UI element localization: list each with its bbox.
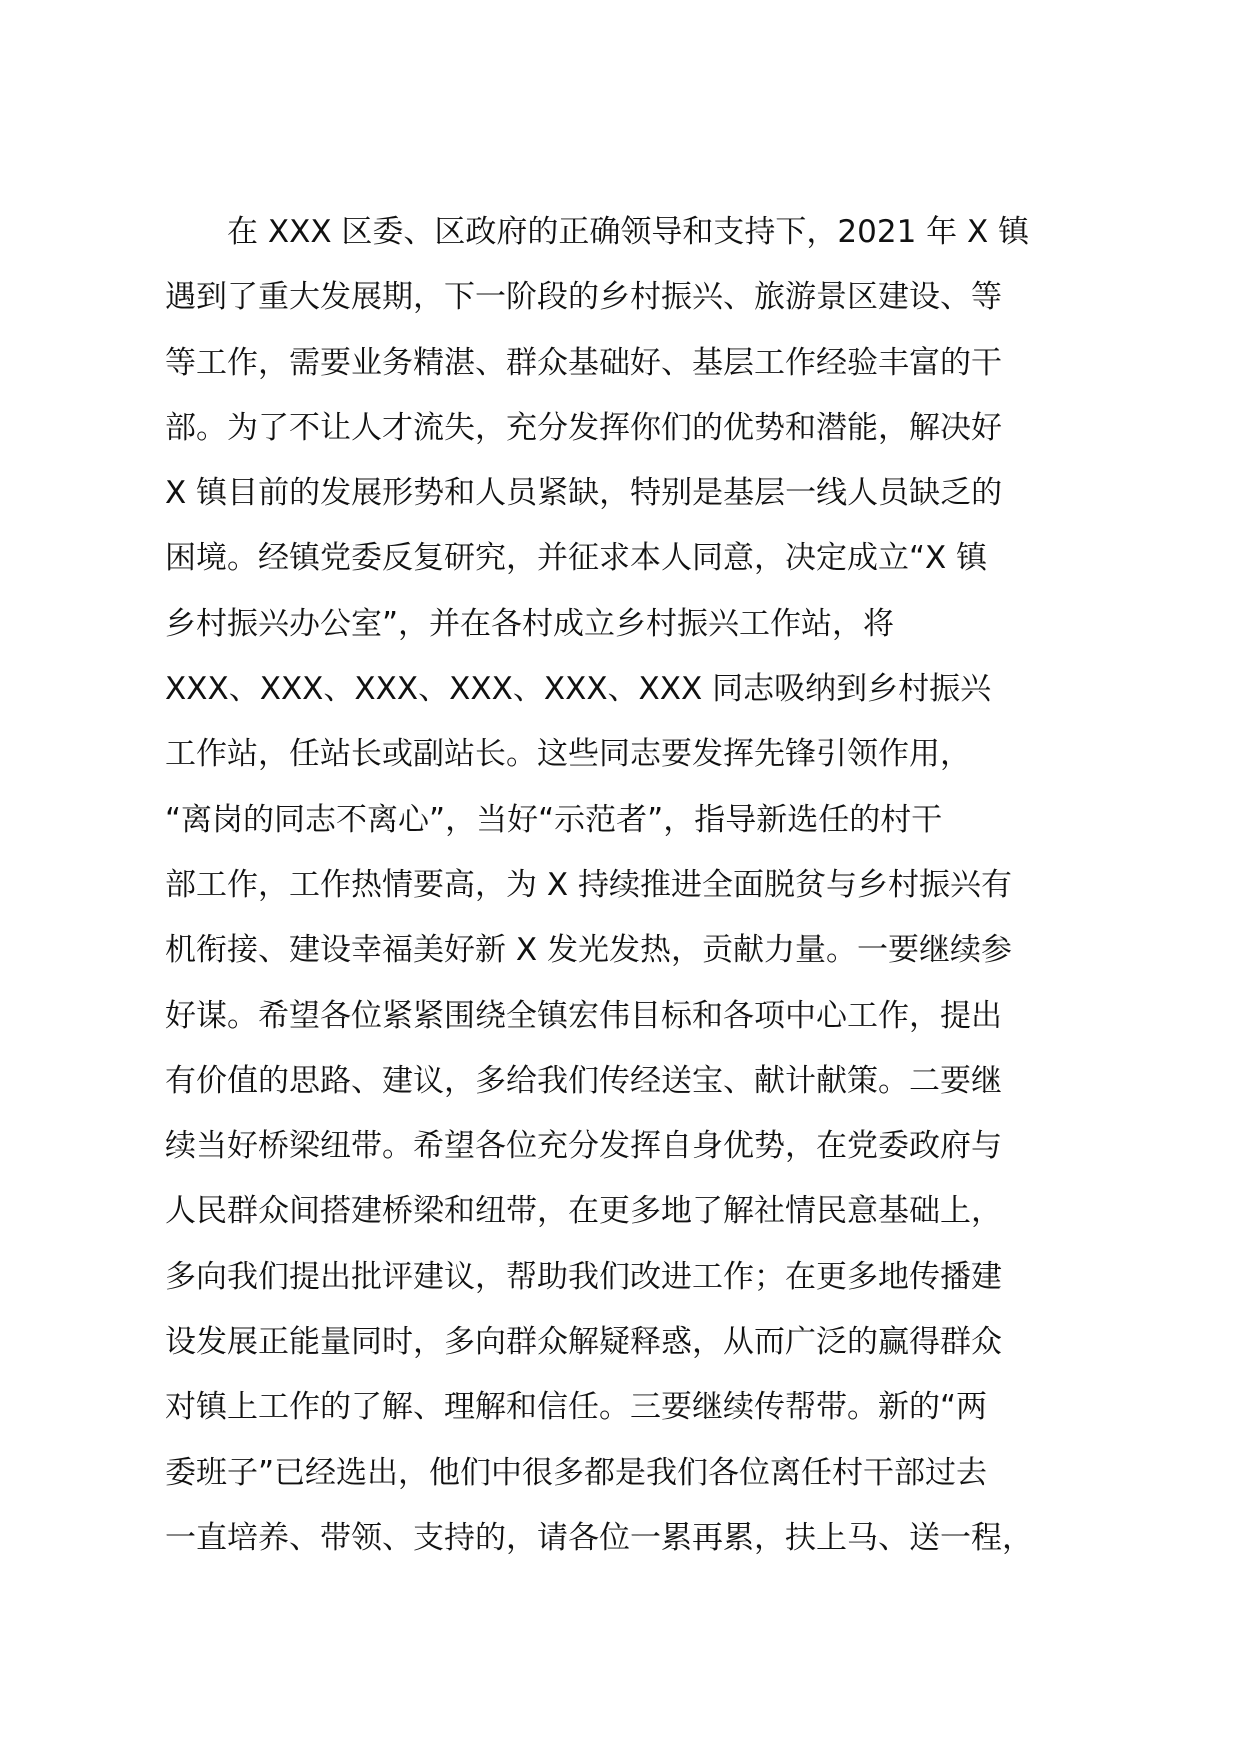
text-line: 续当好桥梁纽带。希望各位充分发挥自身优势，在党委政府与 bbox=[165, 1128, 1002, 1165]
text-line: 委班子”已经选出，他们中很多都是我们各位离任村干部过去 bbox=[165, 1454, 988, 1491]
body-paragraph bbox=[165, 200, 1095, 1571]
text-line: 乡村振兴办公室”，并在各村成立乡村振兴工作站，将 bbox=[165, 605, 895, 642]
text-line: 遇到了重大发展期，下一阶段的乡村振兴、旅游景区建设、等 bbox=[165, 279, 1002, 316]
text-line: 人民群众间搭建桥梁和纽带，在更多地了解社情民意基础上， bbox=[165, 1193, 1002, 1230]
text-line: 一直培养、带领、支持的，请各位一累再累，扶上马、送一程， bbox=[165, 1519, 1033, 1556]
text-line: 设发展正能量同时，多向群众解疑释惑，从而广泛的赢得群众 bbox=[165, 1324, 1002, 1361]
text-line: 多向我们提出批评建议，帮助我们改进工作；在更多地传播建 bbox=[165, 1258, 1002, 1295]
text-line: 机衔接、建设幸福美好新 X 发光发热，贡献力量。一要继续参 bbox=[165, 932, 1012, 969]
text-line: 工作站，任站长或副站长。这些同志要发挥先锋引领作用， bbox=[165, 736, 971, 773]
text-line: XXX、XXX、XXX、XXX、XXX、XXX 同志吸纳到乡村振兴 bbox=[165, 671, 992, 708]
text-line: 在 XXX 区委、区政府的正确领导和支持下，2021 年 X 镇 bbox=[165, 214, 1030, 250]
text-line: 好谋。希望各位紧紧围绕全镇宏伟目标和各项中心工作，提出 bbox=[165, 997, 1002, 1034]
text-line: 部工作，工作热情要高，为 X 持续推进全面脱贫与乡村振兴有 bbox=[165, 866, 1012, 903]
text-line: 有价值的思路、建议，多给我们传经送宝、献计献策。二要继 bbox=[165, 1062, 1002, 1099]
text-line: “离岗的同志不离心”，当好“示范者”，指导新选任的村干 bbox=[165, 801, 943, 838]
text-line: 等工作，需要业务精湛、群众基础好、基层工作经验丰富的干 bbox=[165, 344, 1002, 381]
text-line: 部。为了不让人才流失，充分发挥你们的优势和潜能，解决好 bbox=[165, 409, 1002, 446]
text-line: 困境。经镇党委反复研究，并征求本人同意，决定成立“X 镇 bbox=[165, 540, 988, 577]
text-line: X 镇目前的发展形势和人员紧缺，特别是基层一线人员缺乏的 bbox=[165, 475, 1003, 512]
text-line: 对镇上工作的了解、理解和信任。三要继续传帮带。新的“两 bbox=[165, 1389, 988, 1426]
